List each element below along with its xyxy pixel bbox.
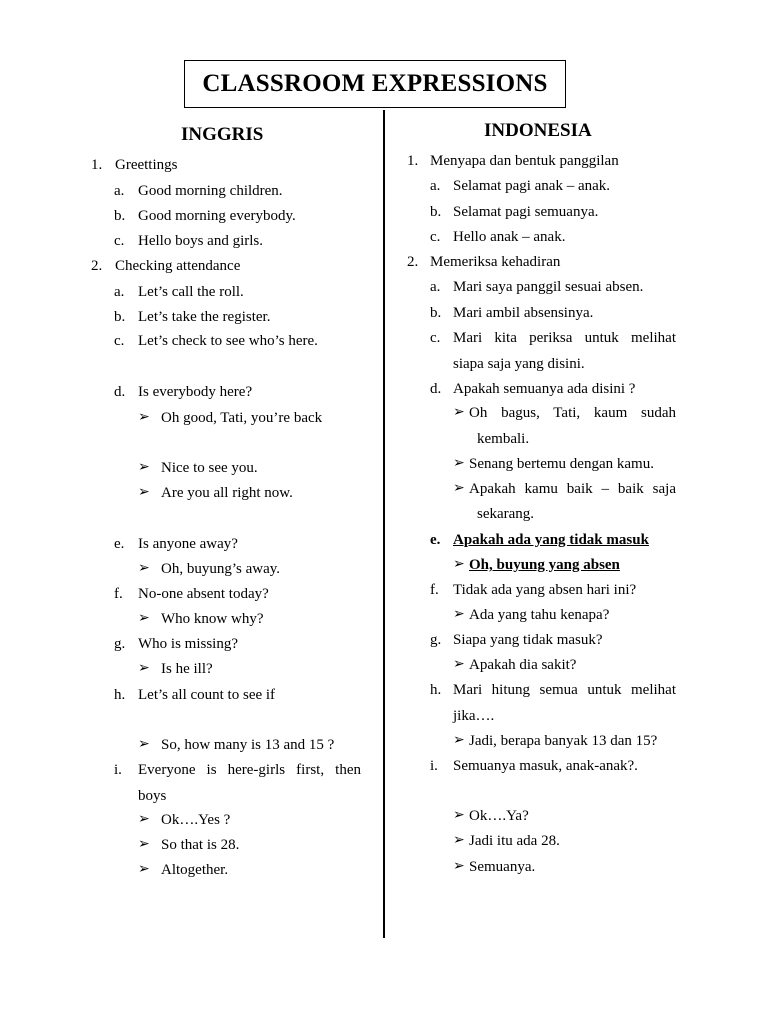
arrow-bullet-icon: ➢ xyxy=(138,661,150,676)
item-marker: h. xyxy=(430,682,442,698)
list-item: Let’s check to see who’s here. xyxy=(138,333,318,349)
section-label-attendance: Checking attendance xyxy=(115,258,241,274)
arrow-bullet-icon: ➢ xyxy=(453,557,465,572)
list-item: Hello anak – anak. xyxy=(453,229,566,245)
arrow-bullet-icon: ➢ xyxy=(138,410,150,425)
item-marker: c. xyxy=(114,233,125,249)
item-marker: f. xyxy=(114,586,123,602)
item-marker: g. xyxy=(430,632,442,648)
list-item: Is anyone away? xyxy=(138,536,238,552)
arrow-bullet-icon: ➢ xyxy=(453,456,465,471)
arrow-bullet-icon: ➢ xyxy=(138,611,150,626)
sub-item: Ada yang tahu kenapa? xyxy=(469,607,610,623)
list-item: Siapa yang tidak masuk? xyxy=(453,632,603,648)
section-number: 2. xyxy=(407,254,419,270)
list-item: No-one absent today? xyxy=(138,586,269,602)
list-item: Good morning everybody. xyxy=(138,208,296,224)
section-number: 1. xyxy=(407,153,419,169)
column-divider xyxy=(383,110,385,938)
sub-item: Ok….Ya? xyxy=(469,808,529,824)
item-marker: e. xyxy=(430,532,441,548)
list-item: Apakah semuanya ada disini ? xyxy=(453,381,636,397)
arrow-bullet-icon: ➢ xyxy=(453,405,465,420)
list-item: Semuanya masuk, anak-anak?. xyxy=(453,758,638,774)
section-number: 1. xyxy=(91,157,103,173)
arrow-bullet-icon: ➢ xyxy=(453,808,465,823)
sub-item-continuation: kembali. xyxy=(477,431,530,447)
list-item: Mari hitung semua untuk melihat xyxy=(453,682,676,698)
section-label-kehadiran: Memeriksa kehadiran xyxy=(430,254,561,270)
sub-item: Oh, buyung’s away. xyxy=(161,561,281,577)
list-item: Hello boys and girls. xyxy=(138,233,263,249)
sub-item: Are you all right now. xyxy=(161,485,293,501)
item-marker: d. xyxy=(430,381,442,397)
sub-item: Semuanya. xyxy=(469,859,536,875)
item-marker: i. xyxy=(430,758,438,774)
sub-item: Altogether. xyxy=(161,862,229,878)
heading-inggris: INGGRIS xyxy=(181,124,264,145)
arrow-bullet-icon: ➢ xyxy=(138,485,150,500)
item-marker: b. xyxy=(430,204,442,220)
arrow-bullet-icon: ➢ xyxy=(138,737,150,752)
item-marker: a. xyxy=(114,284,125,300)
arrow-bullet-icon: ➢ xyxy=(138,812,150,827)
sub-item: So, how many is 13 and 15 ? xyxy=(161,737,335,753)
item-marker: i. xyxy=(114,762,122,778)
section-label-menyapa: Menyapa dan bentuk panggilan xyxy=(430,153,619,169)
heading-indonesia: INDONESIA xyxy=(484,120,592,141)
list-item: Mari saya panggil sesuai absen. xyxy=(453,279,644,295)
item-marker: b. xyxy=(430,305,442,321)
sub-item-continuation: sekarang. xyxy=(477,506,535,522)
item-marker: c. xyxy=(430,330,441,346)
item-marker: b. xyxy=(114,309,126,325)
sub-item: Oh bagus, Tati, kaum sudah xyxy=(469,405,676,421)
item-marker: c. xyxy=(430,229,441,245)
arrow-bullet-icon: ➢ xyxy=(453,833,465,848)
item-marker: d. xyxy=(114,384,126,400)
list-item: Good morning children. xyxy=(138,183,283,199)
arrow-bullet-icon: ➢ xyxy=(453,733,465,748)
arrow-bullet-icon: ➢ xyxy=(138,561,150,576)
list-item-continuation: boys xyxy=(138,788,167,804)
item-marker: e. xyxy=(114,536,125,552)
title-box xyxy=(184,60,566,108)
list-item: Mari ambil absensinya. xyxy=(453,305,594,321)
arrow-bullet-icon: ➢ xyxy=(138,460,150,475)
item-marker: a. xyxy=(430,279,441,295)
item-marker: h. xyxy=(114,687,126,703)
sub-item: Is he ill? xyxy=(161,661,213,677)
sub-item: Oh good, Tati, you’re back xyxy=(161,410,323,426)
sub-item: Nice to see you. xyxy=(161,460,258,476)
section-number: 2. xyxy=(91,258,103,274)
list-item: Is everybody here? xyxy=(138,384,253,400)
item-marker: c. xyxy=(114,333,125,349)
item-marker: a. xyxy=(114,183,125,199)
arrow-bullet-icon: ➢ xyxy=(453,859,465,874)
item-marker: b. xyxy=(114,208,126,224)
list-item: Let’s call the roll. xyxy=(138,284,244,300)
list-item-continuation: jika…. xyxy=(453,708,495,724)
list-item: Selamat pagi anak – anak. xyxy=(453,178,611,194)
sub-item: Apakah dia sakit? xyxy=(469,657,577,673)
arrow-bullet-icon: ➢ xyxy=(453,657,465,672)
arrow-bullet-icon: ➢ xyxy=(138,862,150,877)
list-item-continuation: siapa saja yang disini. xyxy=(453,356,585,372)
sub-item: Jadi, berapa banyak 13 dan 15? xyxy=(469,733,658,749)
arrow-bullet-icon: ➢ xyxy=(138,837,150,852)
item-marker: a. xyxy=(430,178,441,194)
sub-item-emphasized: Oh, buyung yang absen xyxy=(469,557,620,573)
sub-item: Apakah kamu baik – baik saja xyxy=(469,481,676,497)
sub-item: Jadi itu ada 28. xyxy=(469,833,560,849)
arrow-bullet-icon: ➢ xyxy=(453,481,465,496)
page-title: CLASSROOM EXPRESSIONS xyxy=(202,70,548,97)
list-item: Let’s all count to see if xyxy=(138,687,276,703)
list-item: Selamat pagi semuanya. xyxy=(453,204,599,220)
item-marker: f. xyxy=(430,582,439,598)
list-item: Who is missing? xyxy=(138,636,238,652)
list-item: Tidak ada yang absen hari ini? xyxy=(453,582,637,598)
list-item: Everyone is here-girls first, then xyxy=(138,762,361,778)
sub-item: Ok….Yes ? xyxy=(161,812,231,828)
sub-item: Senang bertemu dengan kamu. xyxy=(469,456,654,472)
list-item: Let’s take the register. xyxy=(138,309,271,325)
sub-item: Who know why? xyxy=(161,611,264,627)
section-label-greetings: Greettings xyxy=(115,157,178,173)
list-item-emphasized: Apakah ada yang tidak masuk xyxy=(453,532,649,548)
sub-item: So that is 28. xyxy=(161,837,240,853)
arrow-bullet-icon: ➢ xyxy=(453,607,465,622)
item-marker: g. xyxy=(114,636,126,652)
list-item: Mari kita periksa untuk melihat xyxy=(453,330,676,346)
